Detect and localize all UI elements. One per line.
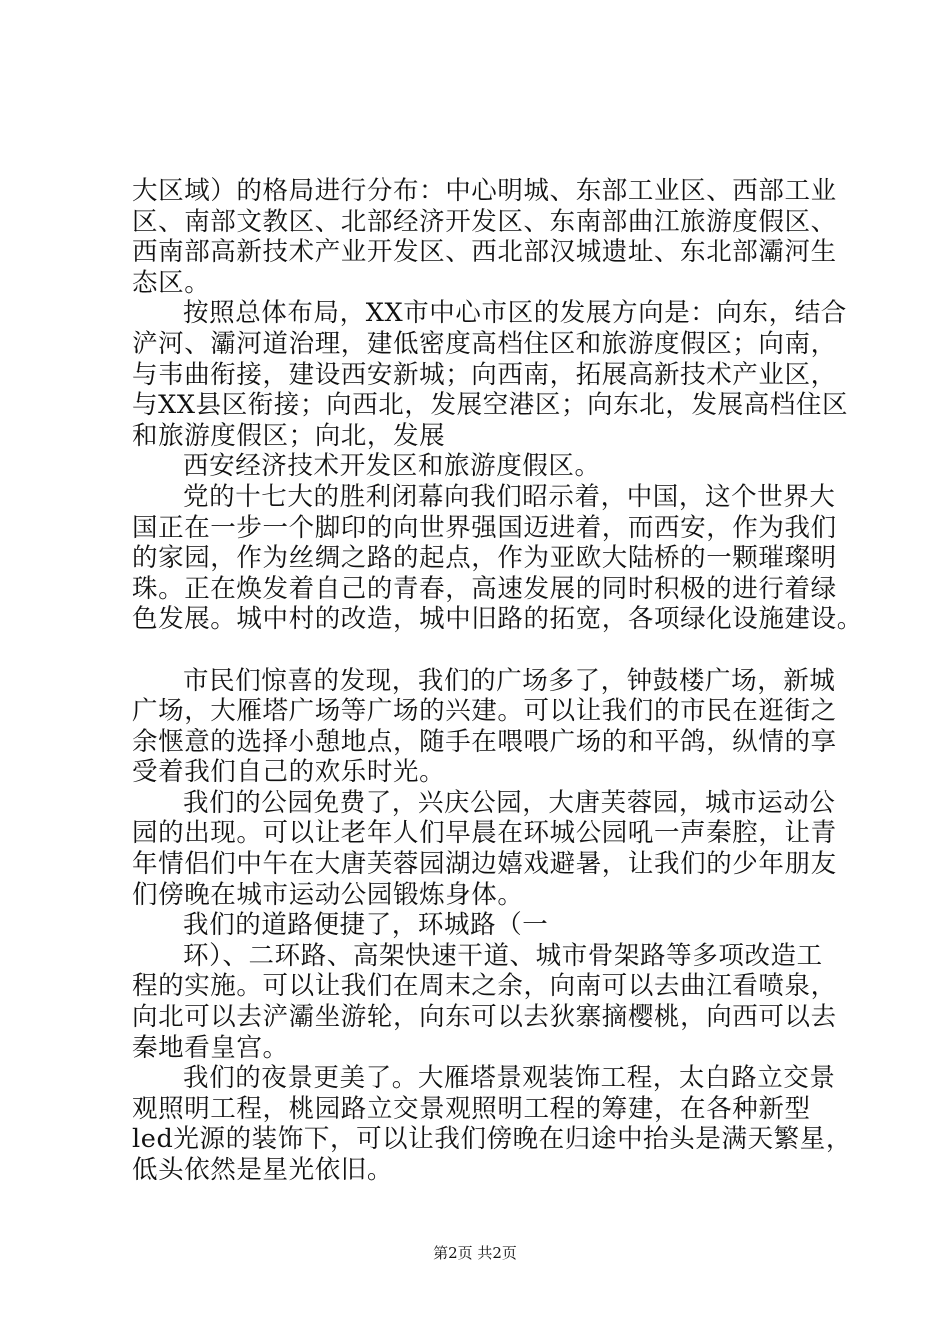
text-line: 西安经济技术开发区和旅游度假区。 [183,451,601,482]
text-line: 珠。正在焕发着自己的青春，高速发展的同时积极的进行着绿 [132,573,837,604]
text-line: 市民们惊喜的发现，我们的广场多了，钟鼓楼广场，新城 [183,665,836,696]
text-line: 观照明工程，桃园路立交景观照明工程的筹建，在各种新型 [132,1093,811,1124]
text-line: 余惬意的选择小憩地点，随手在喂喂广场的和平鸽，纵情的享 [132,726,837,757]
text-line: 浐河、灞河道治理，建低密度高档住区和旅游度假区；向南， [132,328,837,359]
text-line: 和旅游度假区；向北，发展 [132,420,446,451]
text-line: 低头依然是星光依旧。 [132,1155,394,1185]
page-number-footer: 第2页 共2页 [433,1244,517,1262]
text-line: 秦地看皇宫。 [132,1032,289,1063]
text-line: 广场，大雁塔广场等广场的兴建。可以让我们的市民在逛街之 [132,696,837,727]
text-line: 程的实施。可以让我们在周末之余，向南可以去曲江看喷泉， [132,971,837,1002]
text-line: 区、南部文教区、北部经济开发区、东南部曲江旅游度假区、 [132,206,837,237]
text-line: 的家园，作为丝绸之路的起点，作为亚欧大陆桥的一颗璀璨明 [132,543,837,574]
text-line: 色发展。城中村的改造，城中旧路的拓宽，各项绿化设施建设。 [132,604,863,635]
text-line: 大区域）的格局进行分布：中心明城、东部工业区、西部工业 [132,176,837,206]
text-line: 态区。 [132,267,211,298]
text-line: 我们的公园免费了，兴庆公园，大唐芙蓉园，城市运动公 [183,787,836,818]
text-line: 与XX县区衔接；向西北，发展空港区；向东北，发展高档住区 [132,390,849,421]
text-line: 我们的夜景更美了。大雁塔景观装饰工程，太白路立交景 [183,1063,836,1094]
text-line: 向北可以去浐灞坐游轮，向东可以去狄寨摘樱桃，向西可以去 [132,1002,837,1033]
text-line: 受着我们自己的欢乐时光。 [132,757,446,788]
text-line: 西南部高新技术产业开发区、西北部汉城遗址、东北部灞河生 [132,237,837,268]
text-line: 党的十七大的胜利闭幕向我们昭示着，中国，这个世界大 [183,481,836,512]
paragraph-gap [132,635,852,666]
text-line: 国正在一步一个脚印的向世界强国迈进着，而西安，作为我们 [132,512,837,543]
text-line: 按照总体布局，XX市中心市区的发展方向是：向东，结合 [183,298,847,329]
text-line: 与韦曲衔接，建设西安新城；向西南，拓展高新技术产业区， [132,359,837,390]
text-line: 园的出现。可以让老年人们早晨在环城公园吼一声秦腔，让青 [132,818,837,849]
text-line: 们傍晚在城市运动公园锻炼身体。 [132,879,524,910]
text-line: 年情侣们中午在大唐芙蓉园湖边嬉戏避暑，让我们的少年朋友 [132,849,837,880]
text-line: 我们的道路便捷了，环城路（一 [183,910,549,941]
text-line: led光源的装饰下，可以让我们傍晚在归途中抬头是满天繁星， [132,1124,852,1155]
text-line: 环）、二环路、高架快速干道、城市骨架路等多项改造工 [183,940,823,971]
document-body [132,176,863,1186]
